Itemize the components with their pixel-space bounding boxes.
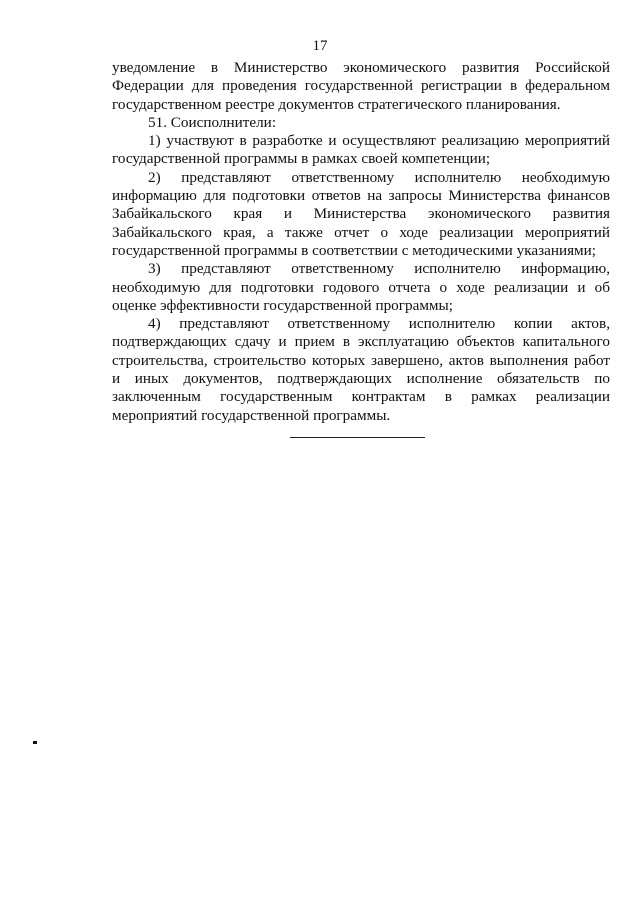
end-of-document-rule <box>290 437 425 438</box>
document-body <box>112 59 610 425</box>
list-item-4: 4) представляют ответственному исполнителю копии актов, подтверждающих сдачу и прием в эксплуатацию объектов капитального строительства, строительство которых завершено, актов выполнения работ и иных документов, подтверждающих исполнение обязательств по заключенным государственным контрактам в рамках реализации мероприятий государственной программы. <box>112 315 610 424</box>
list-item-3: 3) представляют ответственному исполнителю информацию, необходимую для подготовки годового отчета о ходе реализации и об оценке эффективности государственной программы; <box>112 260 610 314</box>
list-item-2: 2) представляют ответственному исполнителю необходимую информацию для подготовки ответов на запросы Министерства финансов Забайкальского края и Министерства экономического развития Забайкальского края, а также отчет о ходе реализации мероприятий государственной программы в соответствии с методическими указаниями; <box>112 168 610 259</box>
margin-mark <box>33 741 37 744</box>
paragraph-continuation: уведомление в Министерство экономического развития Российской Федерации для проведения государственной регистрации в федеральном государственном реестре документов стратегического планирования. <box>112 59 610 113</box>
list-item-1: 1) участвуют в разработке и осуществляют реализацию мероприятий государственной программы в рамках своей компетенции; <box>112 132 610 168</box>
section-heading-51: 51. Соисполнители: <box>148 113 277 131</box>
page-number: 17 <box>312 38 328 54</box>
